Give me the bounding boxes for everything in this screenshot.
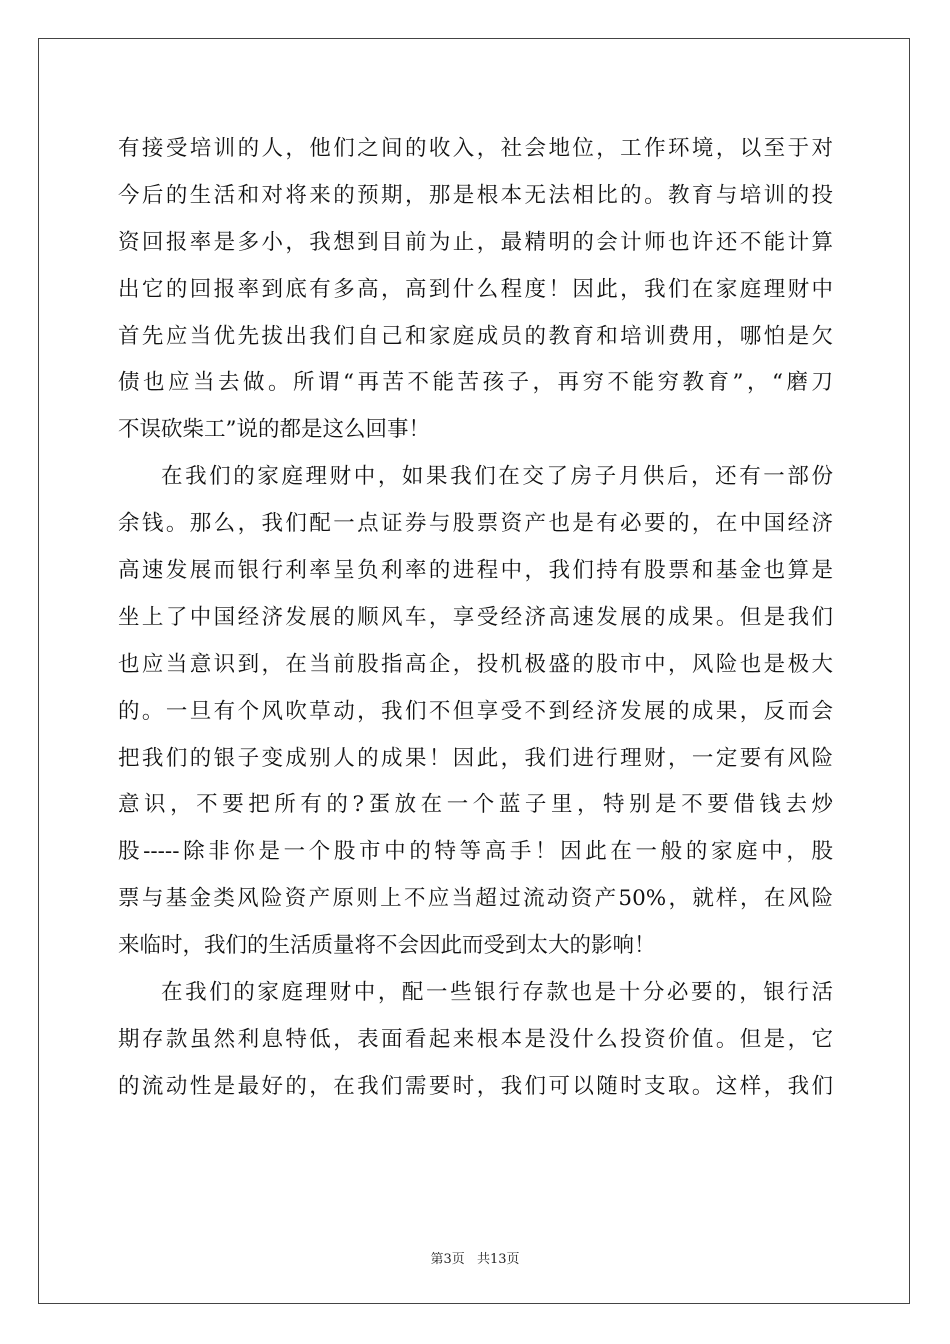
text-line: 把我们的银子变成别人的成果！因此，我们进行理财，一定要有风险 <box>118 745 833 771</box>
text-line: 资回报率是多小，我想到目前为止，最精明的会计师也许还不能计算 <box>118 229 833 255</box>
text-line: 余钱。那么，我们配一点证券与股票资产也是有必要的，在中国经济 <box>118 511 833 537</box>
text-line: 有接受培训的人，他们之间的收入，社会地位，工作环境，以至于对 <box>118 136 833 161</box>
text-line: 在我们的家庭理财中，如果我们在交了房子月供后，还有一部份 <box>161 464 833 490</box>
text-line: 今后的生活和对将来的预期，那是根本无法相比的。教育与培训的投 <box>118 182 833 208</box>
text-line: 不误砍柴工”说的都是这么回事！ <box>118 417 430 443</box>
text-line: 高速发展而银行利率呈负利率的进程中，我们持有股票和基金也算是 <box>118 558 833 584</box>
text-line: 首先应当优先拔出我们自己和家庭成员的教育和培训费用，哪怕是欠 <box>118 323 833 349</box>
text-line: 在我们的家庭理财中，配一些银行存款也是十分必要的，银行活 <box>161 980 833 1006</box>
text-line: 的。一旦有个风吹草动，我们不但享受不到经济发展的成果，反而会 <box>118 698 833 724</box>
page-number: 第3页 <box>430 1252 465 1267</box>
text-line: 期存款虽然利息特低，表面看起来根本是没什么投资价值。但是，它 <box>118 1026 833 1052</box>
text-line: 来临时，我们的生活质量将不会因此而受到太大的影响！ <box>118 933 656 959</box>
paragraph-1 <box>118 126 833 454</box>
text-line: 也应当意识到，在当前股指高企，投机极盛的股市中，风险也是极大 <box>118 651 833 677</box>
page-total: 共13页 <box>476 1252 520 1267</box>
text-line: 的流动性是最好的，在我们需要时，我们可以随时支取。这样，我们 <box>118 1073 833 1099</box>
paragraph-2 <box>118 454 833 970</box>
text-line: 坐上了中国经济发展的顺风车，享受经济高速发展的成果。但是我们 <box>118 604 833 630</box>
page-footer <box>0 1248 950 1267</box>
text-line: 债也应当去做。所谓“再苦不能苦孩子，再穷不能穷教育”，“磨刀 <box>118 370 833 396</box>
text-line: 股-----除非你是一个股市中的特等高手！因此在一般的家庭中，股 <box>118 839 833 865</box>
paragraph-3 <box>118 970 833 1111</box>
document-body <box>118 126 833 1111</box>
text-line: 意识，不要把所有的?蛋放在一个蓝子里，特别是不要借钱去炒 <box>118 792 833 818</box>
text-line: 票与基金类风险资产原则上不应当超过流动资产50%，就样，在风险 <box>118 886 833 912</box>
text-line: 出它的回报率到底有多高，高到什么程度！因此，我们在家庭理财中 <box>118 276 833 302</box>
